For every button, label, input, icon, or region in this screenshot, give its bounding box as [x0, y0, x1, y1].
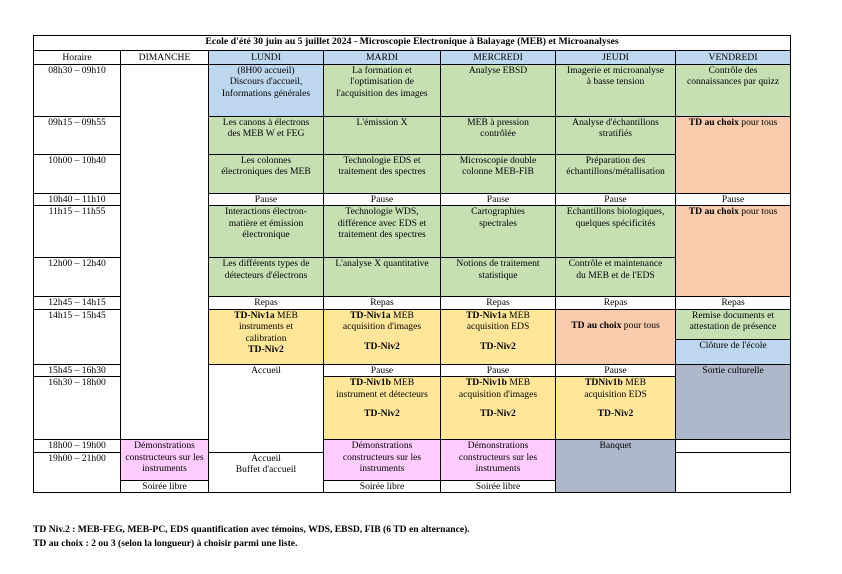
- cell-text: Cartographies: [471, 206, 525, 218]
- td-niv2-label: TD-Niv2: [248, 344, 284, 356]
- time-cell: 12h00 – 12h40: [34, 258, 121, 297]
- cell-mardi-td1b: [441, 377, 556, 440]
- cell-text: Buffet d'accueil: [235, 464, 297, 476]
- cell-vendredi-td-choix-2: [676, 206, 791, 297]
- td-label: TDNiv1b: [584, 377, 623, 389]
- td-choix-rest: pour tous: [621, 319, 660, 331]
- dimanche-empty-cell: [121, 65, 209, 440]
- cell-mardi-r3: [324, 155, 441, 194]
- cell-text: à basse tension: [586, 76, 645, 88]
- td-label-rest: MEB: [506, 309, 530, 321]
- cell-text: Contrôle des: [708, 65, 758, 76]
- header-lundi: LUNDI: [209, 51, 324, 65]
- cell-text: des MEB W et FEG: [227, 128, 305, 140]
- td-label-rest: MEB: [506, 377, 531, 389]
- td-choix-bold: TD au choix: [688, 117, 739, 128]
- soiree-cell: Soirée libre: [121, 480, 209, 492]
- cell-jeudi-r2: [556, 117, 676, 155]
- cell-mercredi-r3: [441, 155, 556, 194]
- header-jeudi: JEUDI: [556, 51, 676, 65]
- cell-text: La formation et: [352, 65, 412, 76]
- cell-text: Contrôle et maintenance: [568, 258, 663, 270]
- cell-vendredi-td-choix-1: [676, 117, 791, 194]
- repas-cell: Repas: [324, 297, 441, 309]
- cell-text: Accueil: [251, 452, 281, 464]
- time-cell: 11h15 – 11h55: [34, 206, 121, 258]
- cell-text: instrument et détecteurs: [336, 388, 428, 400]
- td-label: TD-Niv1a: [350, 309, 391, 321]
- td-label: TD-Niv1b: [349, 377, 391, 389]
- cell-text: échantillons/métallisation: [566, 166, 665, 178]
- cell-text: électroniques des MEB: [221, 166, 311, 178]
- cell-text: du MEB et de l'EDS: [576, 269, 655, 281]
- cell-text: électronique: [242, 229, 290, 241]
- td-niv2-label: TD-Niv2: [364, 340, 400, 352]
- time-cell: 10h40 – 11h10: [34, 194, 121, 206]
- cell-vendredi-remise: [676, 309, 791, 339]
- repas-cell: Repas: [556, 297, 676, 309]
- time-cell: 09h15 – 09h55: [34, 117, 121, 155]
- td-niv2-label: TD-Niv2: [480, 408, 516, 420]
- cell-jeudi-sortie: Sortie culturelle: [676, 364, 791, 439]
- cell-text: traitement des spectres: [338, 166, 426, 178]
- cell-text: statistique: [478, 269, 518, 281]
- header-mercredi: MERCREDI: [441, 51, 556, 65]
- pause-cell: Pause: [556, 194, 676, 206]
- cell-text: Imagerie et microanalyse: [567, 65, 664, 76]
- cell-text: Discours d'accueil,: [229, 76, 303, 88]
- cell-text: Notions de traitement: [456, 258, 540, 270]
- repas-cell: Repas: [209, 297, 324, 309]
- footnote-td-choix: TD au choix : 2 ou 3 (selon la longueur) à choisir parmi une liste.: [33, 538, 298, 549]
- cell-text: Analyse EBSD: [468, 65, 528, 76]
- td-choix-bold: TD au choix: [688, 206, 739, 218]
- cell-text: Technologie WDS,: [345, 206, 419, 218]
- cell-mercredi-td1a: [441, 309, 556, 364]
- pause-cell: Pause: [676, 194, 791, 206]
- cell-text: Démonstrations: [467, 440, 529, 452]
- cell-text: détecteurs d'électrons: [224, 269, 308, 281]
- soiree-cell: Soirée libre: [441, 480, 556, 492]
- td-label: TD-Niv1b: [465, 377, 507, 389]
- cell-text: connaissances par quizz: [686, 76, 780, 88]
- cell-lundi-td1b: [324, 377, 441, 440]
- td-label: TD-Niv1a: [466, 309, 507, 321]
- cell-text: instruments: [359, 463, 405, 475]
- time-cell: 15h45 – 16h30: [34, 364, 121, 376]
- td-label-rest: MEB: [274, 309, 298, 321]
- pause-cell: Pause: [324, 364, 441, 376]
- cell-mercredi-r1: [441, 65, 556, 117]
- cell-text: Analyse d'échantillons: [572, 117, 659, 128]
- footnote-td-niv2: TD Niv.2 : MEB-FEG, MEB-PC, EDS quantification avec témoins, WDS, EBSD, FIB (6 TD en alternance).: [33, 524, 470, 535]
- td-choix-bold: TD au choix: [571, 319, 622, 331]
- repas-cell: Repas: [676, 297, 791, 309]
- cell-text: MEB à pression: [467, 117, 529, 128]
- cell-vendredi-cloture: Clôture de l'école: [676, 339, 791, 364]
- vendredi-empty-cell: [676, 452, 791, 492]
- cell-text: contrôlée: [480, 128, 516, 140]
- td-label-rest: MEB: [390, 377, 415, 389]
- cell-text: quelques spécificités: [575, 217, 656, 229]
- td-label-rest: MEB: [390, 309, 414, 321]
- td-choix-rest: pour tous: [738, 117, 778, 128]
- pause-cell: Pause: [556, 364, 676, 376]
- cell-text: stratifiés: [598, 128, 633, 140]
- time-cell: 14h15 – 15h45: [34, 309, 121, 364]
- cell-text: acquisition EDS: [466, 321, 530, 333]
- cell-jeudi-banquet: Banquet: [556, 440, 676, 493]
- cell-text: colonne MEB-FIB: [462, 166, 534, 178]
- time-cell: 19h00 – 21h00: [34, 452, 121, 492]
- pause-cell: Pause: [441, 194, 556, 206]
- time-cell: 10h00 – 10h40: [34, 155, 121, 194]
- cell-mercredi-demo: [441, 440, 556, 480]
- time-cell: 12h45 – 14h15: [34, 297, 121, 309]
- cell-text: traitement des spectres: [338, 229, 426, 241]
- cell-text: constructeurs sur les: [342, 451, 422, 463]
- dimanche-accueil: Accueil: [209, 364, 324, 452]
- cell-text: Technologie EDS et: [343, 155, 421, 166]
- cell-jeudi-r1: [556, 65, 676, 117]
- time-cell: 08h30 – 09h10: [34, 65, 121, 117]
- soiree-cell: Soirée libre: [324, 480, 441, 492]
- cell-text: acquisition d'images: [458, 388, 538, 400]
- cell-vendredi-r1: [676, 65, 791, 117]
- cell-text: l'optimisation de: [350, 76, 414, 88]
- cell-text: Remise documents et: [692, 309, 775, 321]
- cell-text: instruments et: [238, 321, 294, 333]
- td-label: TD-Niv1a: [234, 309, 275, 321]
- dimanche-buffet: [209, 452, 324, 492]
- cell-text: Interactions électron-: [225, 206, 307, 218]
- td-niv2-label: TD-Niv2: [364, 408, 400, 420]
- cell-text: spectrales: [479, 217, 517, 229]
- header-horaire: Horaire: [34, 51, 121, 65]
- table-row: [34, 65, 791, 117]
- cell-text: Les canons à électrons: [222, 117, 310, 128]
- cell-text: acquisition EDS: [584, 388, 647, 400]
- cell-text: Echantillons biologiques,: [566, 206, 665, 218]
- header-row: [34, 51, 791, 65]
- cell-text: Informations générales: [221, 87, 311, 99]
- cell-text: (8H00 accueil): [237, 65, 295, 76]
- cell-text: instruments: [142, 463, 187, 475]
- header-dimanche: DIMANCHE: [121, 51, 209, 65]
- td-niv2-label: TD-Niv2: [597, 408, 634, 420]
- cell-mardi-r1: [324, 65, 441, 117]
- time-cell: 16h30 – 18h00: [34, 377, 121, 440]
- pause-cell: Pause: [441, 364, 556, 376]
- cell-text: instruments: [475, 463, 521, 475]
- cell-text: attestation de présence: [689, 321, 777, 333]
- cell-text: Préparation des: [585, 155, 646, 166]
- td-niv2-label: TD-Niv2: [480, 340, 516, 352]
- repas-cell: Repas: [441, 297, 556, 309]
- cell-text: constructeurs sur les: [458, 451, 538, 463]
- cell-text: constructeurs sur les: [125, 451, 204, 463]
- time-cell: 18h00 – 19h00: [34, 440, 121, 452]
- cell-text: Les colonnes: [240, 155, 292, 166]
- table-row: [34, 440, 791, 452]
- cell-mardi-r5: [324, 206, 441, 258]
- cell-text: Démonstrations: [134, 440, 195, 452]
- cell-jeudi-r3: [556, 155, 676, 194]
- cell-mercredi-r6: [441, 258, 556, 297]
- cell-lundi-td1a: [209, 309, 324, 364]
- cell-text: L'émission X: [356, 117, 408, 128]
- cell-lundi-r3: [209, 155, 324, 194]
- cell-text: Démonstrations: [351, 440, 413, 452]
- cell-lundi-demo: [121, 440, 209, 480]
- pause-cell: Pause: [324, 194, 441, 206]
- pause-cell: Pause: [209, 194, 324, 206]
- header-mardi: MARDI: [324, 51, 441, 65]
- cell-lundi-r6: [209, 258, 324, 297]
- cell-mercredi-r5: [441, 206, 556, 258]
- cell-mardi-r6: [324, 258, 441, 297]
- cell-text: l'acquisition des images: [336, 87, 428, 99]
- cell-lundi-r2: [209, 117, 324, 155]
- schedule-table: [33, 35, 791, 493]
- cell-mercredi-r2: [441, 117, 556, 155]
- cell-jeudi-r5: [556, 206, 676, 258]
- cell-mardi-r2: [324, 117, 441, 155]
- cell-lundi-r1: [209, 65, 324, 117]
- cell-lundi-r5: [209, 206, 324, 258]
- cell-text: Microscopie double: [459, 155, 537, 166]
- cell-mardi-demo: [324, 440, 441, 480]
- header-vendredi: VENDREDI: [676, 51, 791, 65]
- cell-jeudi-td-choix: [556, 309, 676, 364]
- cell-mardi-td1a: [324, 309, 441, 364]
- cell-text: acquisition d'images: [342, 321, 422, 333]
- td-choix-rest: pour tous: [738, 206, 778, 218]
- cell-text: calibration: [245, 332, 287, 344]
- cell-text: matière et émission: [228, 217, 304, 229]
- cell-text: L'analyse X quantitative: [335, 258, 429, 270]
- schedule-title: Ecole d'été 30 juin au 5 juillet 2024 - Microscopie Electronique à Balayage (MEB) et Microanalyses: [34, 36, 791, 51]
- cell-mercredi-td1b: [556, 377, 676, 440]
- cell-text: différence avec EDS et: [337, 217, 427, 229]
- cell-text: Les différents types de: [222, 258, 310, 270]
- cell-jeudi-r6: [556, 258, 676, 297]
- td-label-rest: MEB: [622, 377, 647, 389]
